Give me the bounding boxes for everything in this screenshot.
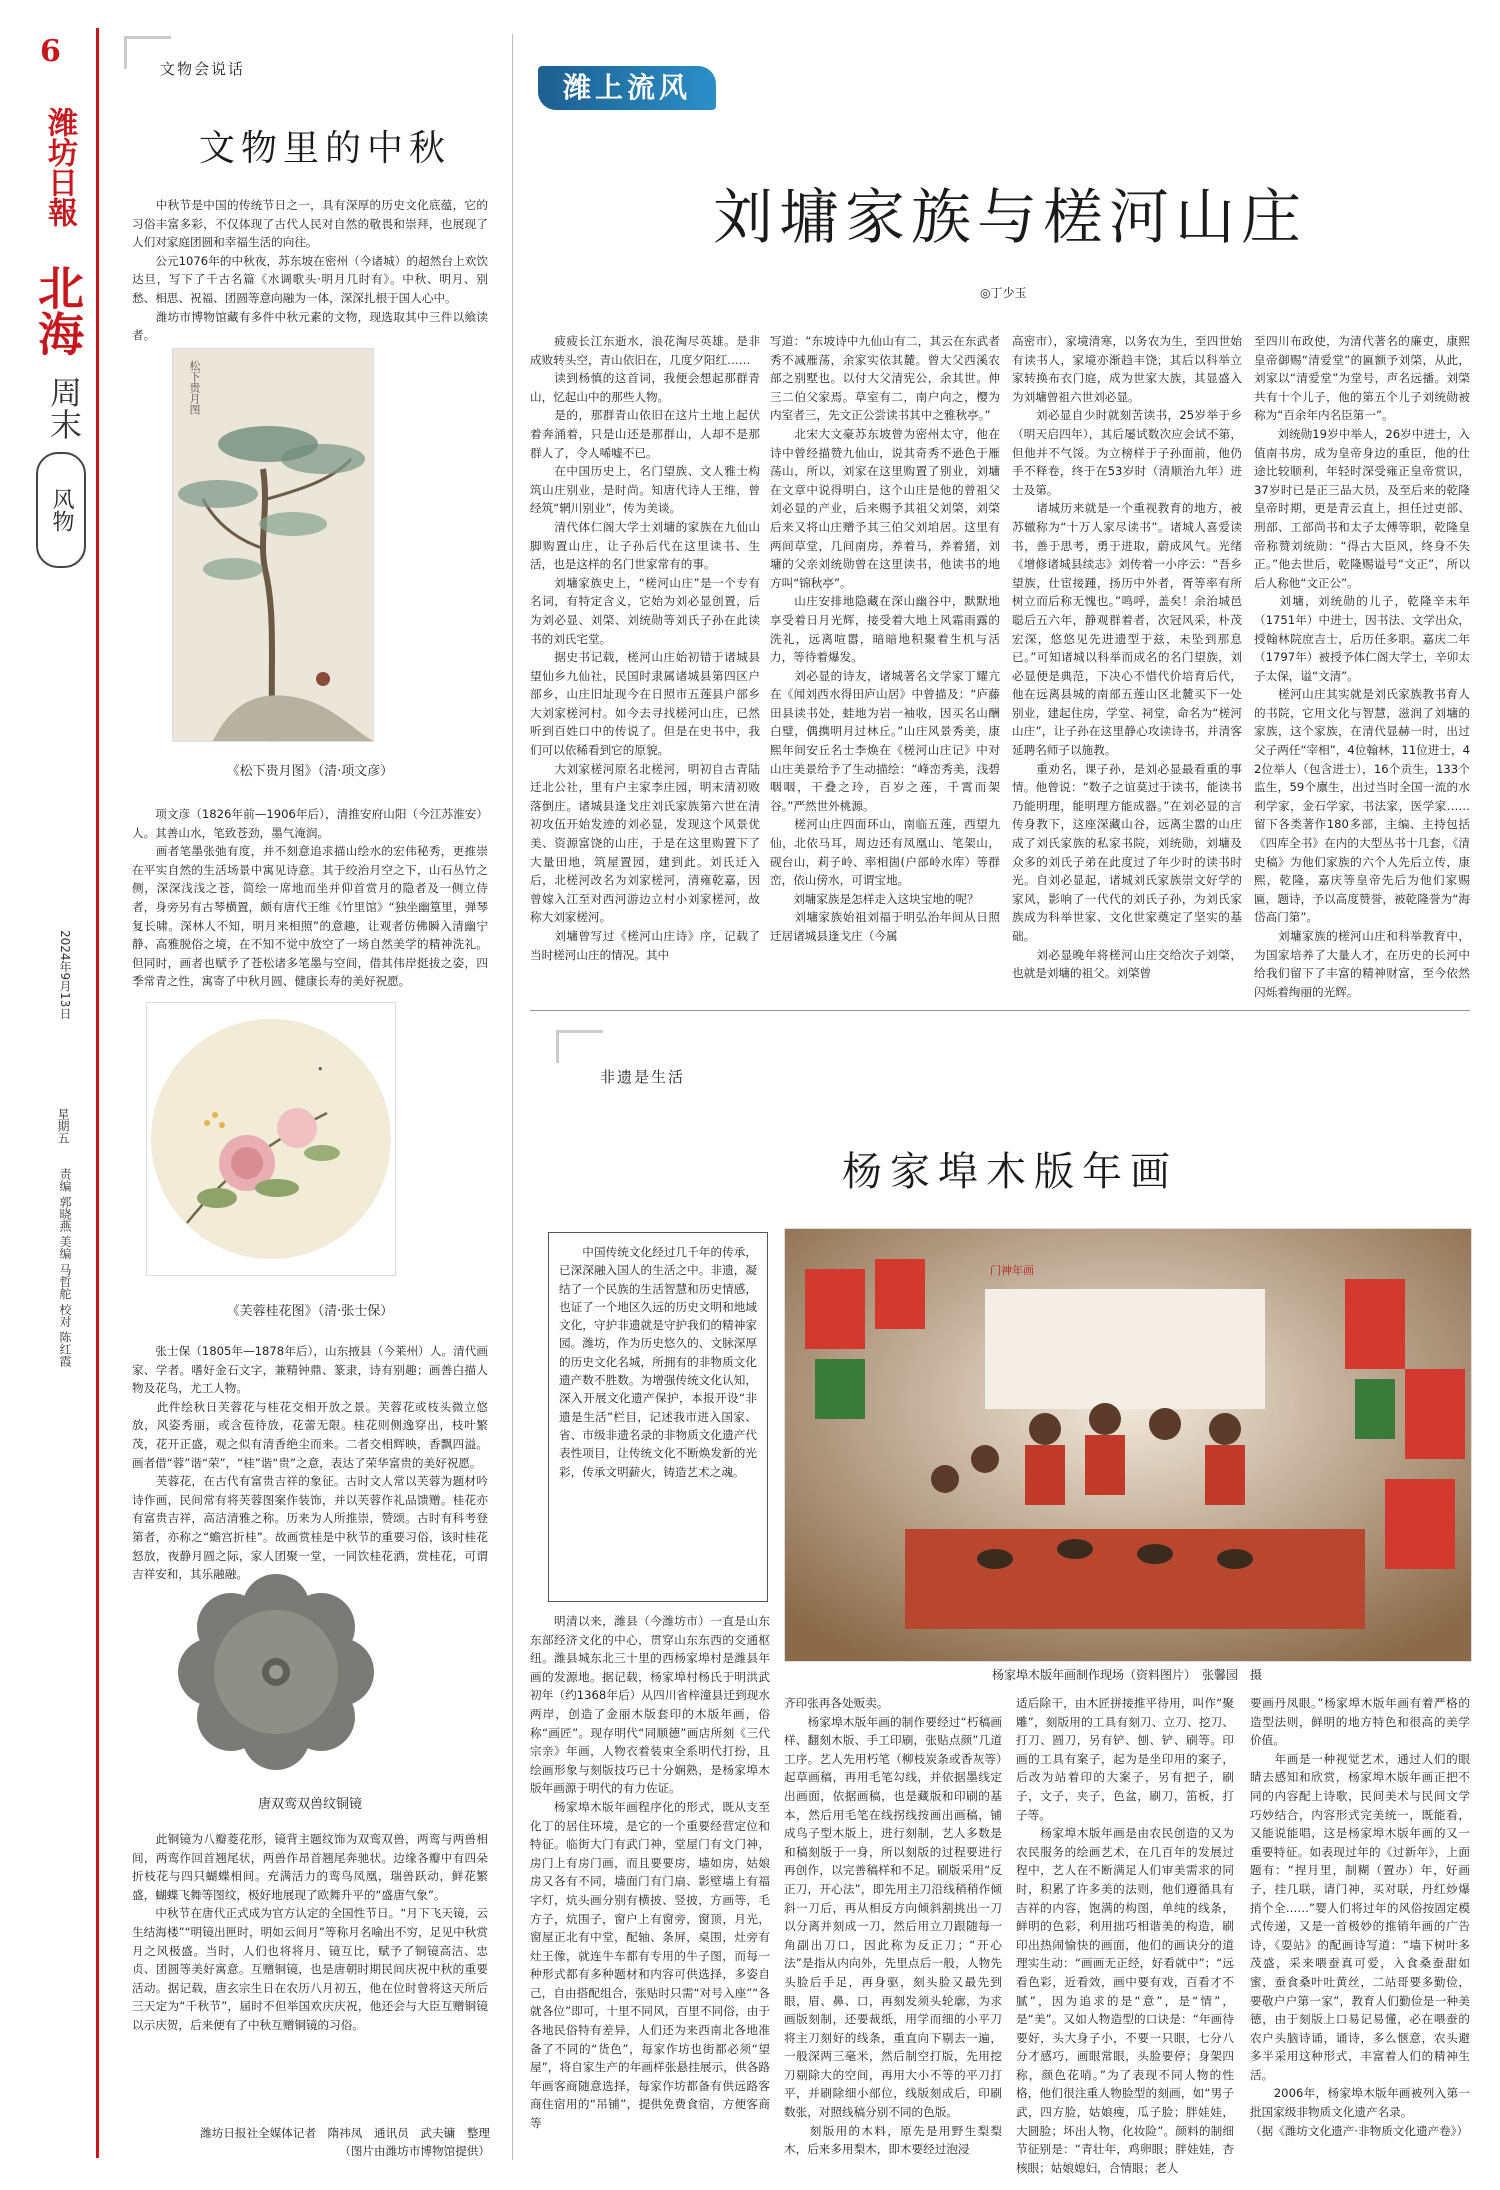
main-article-col1: 疲疲长江东逝水，浪花淘尽英雄。是非成败转头空，青山依旧在，几度夕阳红…… 读到杨慎的这首词，我便会想起那群青山，忆起山中的那些人物。 是的，那群青山依旧在这片土地上起伏着奔涌着，只是山还是那群山，人却不是那群人了，令人唏嘘不已。 在中国历史上，名门望族、文人雅士构筑山庄别业，是时尚。知唐代诗人王维，曾经筑“辋川别业”，传为美谈。 清代体仁阁大学士刘墉的家族在九仙山脚购置山庄，让子孙后代在这里读书、生活，也是这样的名门世家常有的事。 刘墉家族史上，“槎河山庄”是一个专有名词，有特定含义，它始为刘必显创置，后为刘必显、刘棨、刘统勋等刘氏子孙在此读书的刘氏宅堂。 据史书记载，槎河山庄始初错于诸城县望仙乡九仙社，民国时隶属诸城县第四区户部乡，山庄旧址现今在日照市五莲县户部乡大刘家槎河村。如今去寻找槎河山庄，已然听到百姓口中的传说了。但是在史书中，我们可以依稀看到它的原貌。 大刘家槎河原名北槎河，明初自古青陆迁北公社，里有户主家李庄园，明末清初败落倒庄。诸城县逢戈庄刘氏家族第六世在清初攻伍开始发迹的刘必显，发现这个风景优美、资源富饶的山庄，于是在这里购置下了大量田地，筑屋置园，建到此。刘氏迁入后，北槎河改名为刘家槎河，清雍乾嘉，因曾嫁入江至对西河游边立村小刘家槎河，故称大刘家槎河。 刘墉曾写过《槎河山庄诗》序，记载了当时槎河山庄的情况。其中: [530, 334, 760, 962]
painting-pine-moon: [172, 348, 374, 742]
main-article-col2: 写道：“东坡诗中九仙山有二，其云在东武者秀不减雁荡，余家实依其麓。曾大父西溪农部之别墅也。以付大父清宪公，余其世。伸三二伯父家焉。草室有二，南户向之，樱为内室者三，先文正公尝读书其中之雅秋亭。” 北宋大文豪苏东坡曾为密州太守，他在诗中曾经描赞九仙山，说其奇秀不逊色于雁荡山，所以，刘家在这里购置了别业，刘墉在文章中说得明白，这个山庄是他的曾祖父刘必显的产业，后来赐予其祖父刘棨，刘棨后来又将山庄赠予其三伯父刘垍居。这里有两间草堂，几间南房，养着马，养着猪，刘墉的父亲刘统勋曾在这里读书，他读书的地方叫“锦秋亭”。 山庄安排地隐藏在深山幽谷中，默默地享受着日月光辉，接受着大地上风霜雨露的洗礼，远离喧嚣，暗暗地积聚着生机与活力，等待着爆发。 刘必显的诗友，诸城著名文学家丁耀亢在《闻刘西水得田庐山居》中曾描及：“庐藤田县读书处，蛙地为岩一袖收，因买名山酬白璧，偶携明月过林丘。”山庄风景秀美，康熙年间安丘名士李焕在《槎河山庄记》中对山庄美景给予了生动描绘：“峰峦秀美，浅碧咽咽，干叠之玲，百岁之莲，千霄而架谷。”严然世外桃源。 槎河山庄四面环山，南临五莲，西望九仙，北依马耳，周边还有凤凰山、笔架山，砚台山，莉子岭、率相崮(户部岭水库）等群峦，依山傍水，可谓宝地。 刘墉家族是怎样走入这块宝地的呢？ 刘墉家族始祖刘福于明弘治年间从日照迁居诸城县逢戈庄（今属: [770, 334, 1000, 943]
workshop-photo-illustration: [785, 1229, 1471, 1661]
issue-date: 2024年9月13日: [58, 930, 72, 1020]
masthead-rule: [96, 28, 99, 2158]
main-article-col4: 至四川布政使，为清代著名的廉吏，康熙皇帝御赐“清爱堂”的匾额予刘棨，从此，刘家以“清爱堂”为堂号，声名远播。刘棨共有十个儿子，他的第五个儿子刘统勋被称为“百余年内名臣第一”。 刘统勋19岁中举人，26岁中进士，入值南书房，成为皇帝身边的重臣，他的仕途比较顺利，年轻时深受雍正皇帝赏识，37岁时已是正三品大员，及至后来的乾隆皇帝时期，更是青云直上，担任过吏部、刑部、工部尚书和太子太傅等职，乾隆皇帝称赞刘统勋：“得古大臣风，终身不失正。”他去世后，乾隆赐谥号“文正”，所以后人称他“文正公”。 刘墉，刘统勋的儿子，乾隆辛未年（1751年）中进士，因书法、文学出众，授翰林院庶吉士，后历任多职。嘉庆二年（1797年）被授予体仁阁大学士，辛卯太子太保，谥“文清”。 槎河山庄其实就是刘氏家族教书育人的书院，它用文化与智慧，滋润了刘墉的家族，这个家族，在清代显赫一时，出过父子两任“宰相”，4位翰林，11位进士，42位举人（包含进士），16个贡生，133个监生，59个廪生，出过当时全国一流的水利学家，金石学家，书法家，医学家……留下各类著作180多部，主编、主持包括《四库全书》在内的大型丛书十几套，《清史稿》为他们家族的六个人先后立传，康熙，乾隆，嘉庆等皇帝先后为他们家赐匾，题诗，予以高度赞誉，被乾隆誉为“海岱高门第”。 刘墉家族的槎河山庄和科举教育中，为国家培养了大量人才，在历史的长河中给我们留下了丰富的精神财富，至今依然闪烁着绚丽的光辉。: [1254, 334, 1470, 999]
mirror-credit-images: （图片由潍坊市博物馆提供）: [339, 2144, 490, 2158]
workshop-photo-caption: 杨家埠木版年画制作现场（资料图片） 张馨园 摄: [991, 1668, 1262, 1682]
mirror-credit-reporter: 潍坊日报社全媒体记者 隋祎凤 通讯员 武夫镛 整理: [200, 2126, 490, 2140]
column-intro-box: [548, 1232, 768, 1602]
svg-text:•: •: [317, 1063, 324, 1076]
painting1-caption: 《松下贵月图》（清·项文彦）: [226, 764, 394, 779]
round-fan-painting-illustration: [147, 1003, 395, 1275]
section-label: 风物: [49, 488, 74, 532]
main-article-byline: ◎丁少玉: [980, 286, 1027, 300]
bronze-mirror-image: [176, 1572, 376, 1772]
second-article-col4: 要画丹凤眼。”杨家埠木版年画有着严格的造型法则，鲜明的地方特色和很高的美学价值。 年画是一种视觉艺术，通过人们的眼睛去感知和欣赏，杨家埠木版年画正把不同的内容配上诗歌，民间美术与民间文学巧妙结合，内容形式完美统一，既能看，又能说能唱，这是杨家埠木版年画的又一重要特征。如表现过年的《过新年》，上面题有：“捏月里，制糊（置办）年，好画子，挂几联，请门神，买对联，丹红炒爆捎个全……”婴人们将过年的风俗按固定模式传递，又是一首极妙的推销年画的广告诗，《耍站》的配画诗写道：“墙下树叶多茂盛，采来喂蚕真可爱，入食桑蚕甜如蜜，蚕食桑叶吐黄丝，二站哥要多勤俭，要敬户户第一家”，教育人们勤俭是一种美德，由于刻版上口易记易懂，必在喂蚕的农户头脑诗诵，诵诗，多么惬意，农头避多半采用这种形式，丰富着人们的精神生活。 2006年，杨家埠木版年画被列入第一批国家级非物质文化遗产名录。 （据《潍坊文化遗产·非物质文化遗产卷》）: [1250, 1696, 1470, 2138]
left-intro-text: 中秋节是中国的传统节日之一，具有深厚的历史文化底蕴，它的习俗丰富多彩，不仅体现了古代人民对自然的敬畏和崇拜，也展现了人们对家庭团圆和幸福生活的向往。 公元1076年的中秋夜，苏东坡在密州（今诸城）的超然台上欢饮达旦，写下了千古名篇《水调歌头·明月几时有》。中秋、明月、别愁、相思、祝福、团圆等意向融为一体，深深扎根于国人心中。 潍坊市博物馆藏有多件中秋元素的文物，现选取其中三件以飨读者。: [132, 198, 488, 343]
second-article-col3: 适后除干，由木匠拼接推平待用，叫作“聚雕”，刻版用的工具有刻刀、立刀、挖刀、打刀、圆刀，另有铲、刨、铲、刷等。印画的工具有案子，起为是坐印用的案子，后改为站着印的大案子，另有把子，刷子，文子，夹子，色盆，刷刀，笛板，打子等。 杨家埠木版年画是由农民创造的又为农民服务的绘画艺术，在几百年的发展过程中，艺人在不断满足人们审美需求的同时，积累了许多美的法则，他们遵循具有吉祥的内容，饱满的构图，单纯的线条，鲜明的色彩，利用拙巧相谐美的构造，刷印出热闹愉快的画面，他们的画诀分的道理实生动：“画画无正经，好看就中”；“远看色彩，近看效，画中要有戏，百看才不腻”，因为追求的是“意”，是“情”，是“美”。又如人物造型的口诀是：“年画待要好，头大身子小，不要一只眼，七分八分才感巧，画眼常眼，头脸要停；身架四称，颜色花哨。”为了表现不同人物的性格，他们很注重人物脸型的刻画，如“男子武，四方脸，姑娘瘦，瓜子脸；胖娃娃，大圆脸；坏出人物，化妆险”。颜料的制细节征别是：“青壮年，鸡卵眼；胖娃娃，杏核眼；姑娘媳妇，合情眼；老人: [1016, 1696, 1234, 2175]
section-separator: [530, 1010, 1470, 1011]
section-badge: [36, 452, 86, 568]
second-article-col2: 齐印张再各处贩卖。 杨家埠木版年画的制作要经过“朽稿画样、翻刻木版、手工印刷，张贴点颜”几道工序。艺人先用朽笔（柳枝炭条或香灰等）起草画稿，再用毛笔勾线，并依据墨线定出画面，依据画稿，也是藏版和印刷的基本，然后用毛笔在线拐线按画出画稿，铺成鸟子型木版上，进行刻制，艺人多数是和稿刻版于一身，所以刻版的过程要进行再创作，以完善稿样和不足。刷版采用“反正刀，开心法”，即先用主刀沿线稍稍作倾斜一刀后，再从相反方向倾斜割挑出一刀以分离并刻成一刀，然后用立刀跟随每一角副出刀口，因此称为反正刀；“开心法”是指从内向外，先里点后一般，人物先头脸后手足，再身驱，刻头脸又最先到眼，眉、鼻、口，再刻发须头轮廓，为求画版刻制，还要裁纸，用学而细的小平刀将主刀刻好的线条，重直向下剔去一遍，一般深两三毫米，然后制空打版，先用挖刀剔除大的空间，再用大小不等的平刀打平，并刷除细小部位，线版刻成后，印刷数张，对照线稿分别不同的色版。 刻版用的木料，原先是用野生梨梨木，后来多用梨木，即木要经过泡浸: [784, 1696, 1002, 2157]
second-article-title: 杨家埠木版年画: [842, 1149, 1178, 1195]
weekend-label: 周末: [45, 376, 83, 440]
column-tab-right: 非遗是生活: [600, 1068, 686, 1086]
column-tab-left: 文物会说话: [160, 60, 246, 78]
workshop-photo: [784, 1228, 1472, 1662]
bronze-mirror-illustration: [176, 1572, 376, 1772]
painting1-inscription: 松下贵月图: [188, 360, 201, 415]
painting2-text: 张士保（1805年—1878年后），山东掖县（今莱州）人。清代画家、学者。嗜好金石文字，兼精钟鼎、篆隶，诗有别趣；画善白描人物及花鸟，尤工人物。 此件绘秋日芙蓉花与桂花交相开放之景。芙蓉花或枝头微立悠放，风姿秀丽，或含苞待放，花蕾无限。桂花则侧逸穿出，枝叶繁茂，花开正盛，观之似有清香绝尘而来。二者交相辉映，香飘四溢。画者借“蓉”谐“荣”，“桂”谐“贵”之意，表达了荣华富贵的美好祝愿。 芙蓉花，在古代有富贵吉祥的象征。古时文人常以芙蓉为题材吟诗作画，民间常有将芙蓉图案作装饰，并以芙蓉作礼品馈赠。桂花亦有富贵吉祥，高洁清雅之称。历来为人所推崇，赞颂。古时有科考登第者，亦称之“蟾宫折桂”。故画赏桂是中秋节的重要习俗，该时桂花怒放，夜静月圆之际，家人团聚一堂，一同饮桂花酒，赏桂花，可谓吉祥安和，其乐融融。: [132, 1344, 488, 1582]
column-tab-ornament-2: [556, 1030, 603, 1063]
mirror-caption: 唐双鸾双兽纹铜镜: [257, 1797, 362, 1812]
issue-weekday: 星期五: [56, 1108, 70, 1144]
left-article-title: 文物里的中秋: [198, 128, 451, 169]
pine-painting-illustration: [173, 349, 373, 741]
column-banner: 潍上流风: [538, 66, 716, 110]
page-number: 6: [40, 34, 61, 69]
main-article-col3: 高密市），家境清寒，以务农为生，至四世始有读书人，家境亦渐趋丰饶，其后以科举立家转换布衣门庭，成为世家大族，其显盛入为刘墉曾祖六世刘必显。 刘必显自少时就刻苦读书，25岁举于乡（明天启四年），其后屡试数次应会试不第，但他并不气馁。为立榜样于子孙面前，他仍手不释卷，终于在53岁时（清顺治九年）进士及第。 诸城历来就是一个重视教育的地方，被苏辙称为“十万人家尽读书”。诸城人喜爱读书，善于思考，勇于进取，蔚成风气。光绪《增修诸城县续志》刘传着一小序云：“吾乡望族，仕宦接踵，扬历中外者，胥等率有所树立而后称无愧也。”鸣呼，盖矣！余治城邑聪后五六年，静观群着者，次冠风采，朴茂宏深，悠悠见先进遗型于兹，未坠到那息已。”可知诸城以科举而成名的名门望族，刘必显便是典范，下决心不惜代价培育后代，他在远离县城的南部五莲山区北麓买下一处别业，建起住房，学堂、祠堂，命名为“槎河山庄”，让子孙在这里静心攻读诗书，并清客延聘名师子以施教。 重劝名，课子孙，是刘必显最看重的事情。他曾说：“数子之谊莫过于读书，能读书乃能明理，能明理方能成器。”在刘必显的言传身教下，这座深藏山谷，远离尘嚣的山庄成了刘氏家族的私家书院，刘统勋，刘墉及众多的刘氏子弟在此度过了年少时的读书时光。自刘必显起，诸城刘氏家族崇文好学的家风，影响了一代代的刘氏子孙，为刘氏家族成为科举世家、文化世家奠定了坚实的基础。 刘必显晚年将槎河山庄交给次子刘棨，也就是刘墉的祖父。刘棨曾: [1012, 334, 1242, 981]
column-intro-text: 中国传统文化经过几千年的传承，已深深融入国人的生活之中。非遗，凝结了一个民族的生活智慧和历史情感，也证了一个地区久远的历史文明和地域文化，守护非遗就是守护我们的精神家园。潍坊，作为历史悠久的、文脉深厚的历史文化名城，所拥有的非物质文化遗产数不胜数。为增强传统文化认知，深入开展文化遗产保护，本报开设“非遗是生活”栏目，记述我市进入国家、省、市级非遗名录的非物质文化遗产代表性项目，让传统文化不断焕发新的光彩，传承文明薪火，铸造艺术之魂。: [559, 1245, 757, 1479]
second-article-col1: 明清以来，潍县（今潍坊市）一直是山东东部经济文化的中心，贯穿山东东西的交通枢纽。潍县城东北三十里的西杨家埠村是潍县年画的发源地。据记载，杨家埠村杨氏于明洪武初年（约1368年后）从四川省梓潼县迁到现水两岸，创造了金丽木版套印的木版年画，俗称“画匠”。现存明代“同顺德”画店所刻《三代宗亲》年画，人物衣着装束全系明代打扮，且绘画形象与刻版技巧已十分娴熟，是杨家埠木版年画源于明代的有力佐证。 杨家埠木版年画程序化的形式，既从支至化丁的居住环境，是它的一个重要经营定位和特征。临街大门有武门神，堂屋门有文门神，房门上有房门画，而且要要房，墙如房，姑娘房又各有不同，墙面门有门扇、影壁墙上有福字灯，炕头画分别有横披、竖披，方画等，毛方子，炕围子，窗户上有窗旁，窗顶，月光，窗屋正北有中堂，配轴、条屏，桌围，灶旁有灶王像，就连牛车都有专用的牛子图，而每一种形式都有多种题材和内容可供选择，多姿自己，自由搭配组合，张贴时只需“对号入座”“各就各位”即可，十里不同风，百里不同俗，由于各地民俗特有差异，人们还为来西南北各地准备了不同的“货色”，每家作坊也街都必须“望屋”，将自家生产的年画样张悬挂展示，供各路年画客商随意选择，每家作坊都备有供远路客商住宿用的“吊铺”，提供免费食宿，方便客商等: [530, 1614, 770, 2131]
photo-stall-label: 门神年画: [990, 1264, 1034, 1277]
column-divider: [512, 34, 513, 2160]
main-article-title: 刘墉家族与槎河山庄: [713, 183, 1307, 253]
painting-hibiscus-osmanthus: [146, 1002, 396, 1276]
supplement-name: 北海: [31, 264, 85, 356]
mirror-text: 此铜镜为八瓣菱花形，镜背主题纹饰为双鸾双兽，两鸾与两兽相间，两鸾作回首翘尾状，两兽作昂首翘尾奔驰状。边缘各瓣中有四朵折枝花与四只蝴蝶相间。充满活力的鸾鸟凤凰，瑞兽跃动，鲜花繁盛，蝴蝶飞舞等图纹，极好地展现了欧舞升平的“盛唐气象”。 中秋节在唐代正式成为官方认定的全国性节日。“月下飞天镜，云生结海楼”“明镜出匣时，明如云间月”等称月名喻出不穷，足见中秋赏月之风极盛。当时，人们也将将月、镜互比，赋予了铜镜高洁、忠贞、团圆等美好寓意。互赠铜镜，也是唐朝时期民间庆祝中秋的重要活动。据记载，唐玄宗生日在农历八月初五，他在位时曾将这天所后三天定为“千秋节”，届时不但举国欢庆庆祝，他还会与大臣互赠铜镜以示庆贺，后来便有了中秋互赠铜镜的习俗。: [132, 1832, 488, 2032]
editor-credits: 责编 郭晓燕 美编 马哲舵 校对 陈红霞: [58, 1168, 72, 1368]
newspaper-name: 潍坊日報: [42, 107, 77, 227]
painting1-text: 项文彦（1826年前—1906年后），清推安府山阳（今江苏淮安）人。其善山水，笔致苍劲，墨气淹润。 画者笔墨张弛有度，并不刻意追求描山绘水的宏伟秘秀，更推崇在平实自然的生活场景中寓见诗意。其于绞治月空之下，山石丛竹之侧，深深浅浅之苍，简绘一席地而坐并仰首赏月的隐者及一侧立侍者，身旁另有古琴横置，颇有唐代王维《竹里馆》“独坐幽篁里，弹琴复长啸。深林人不知，明月来相照”的意趣，让观者仿佛瞬入清幽宁静、高雅脱俗之境，在不知不觉中放空了一场自然美学的精神洗礼。但同时，画者也赋予了苍松诸多笔墨与空间，借其伟岸挺拔之姿，四季常青之性，寓寄了中秋月圆、健康长寿的美好祝愿。: [132, 807, 488, 989]
painting2-caption: 《芙蓉桂花图》（清·张士保）: [226, 1304, 394, 1319]
